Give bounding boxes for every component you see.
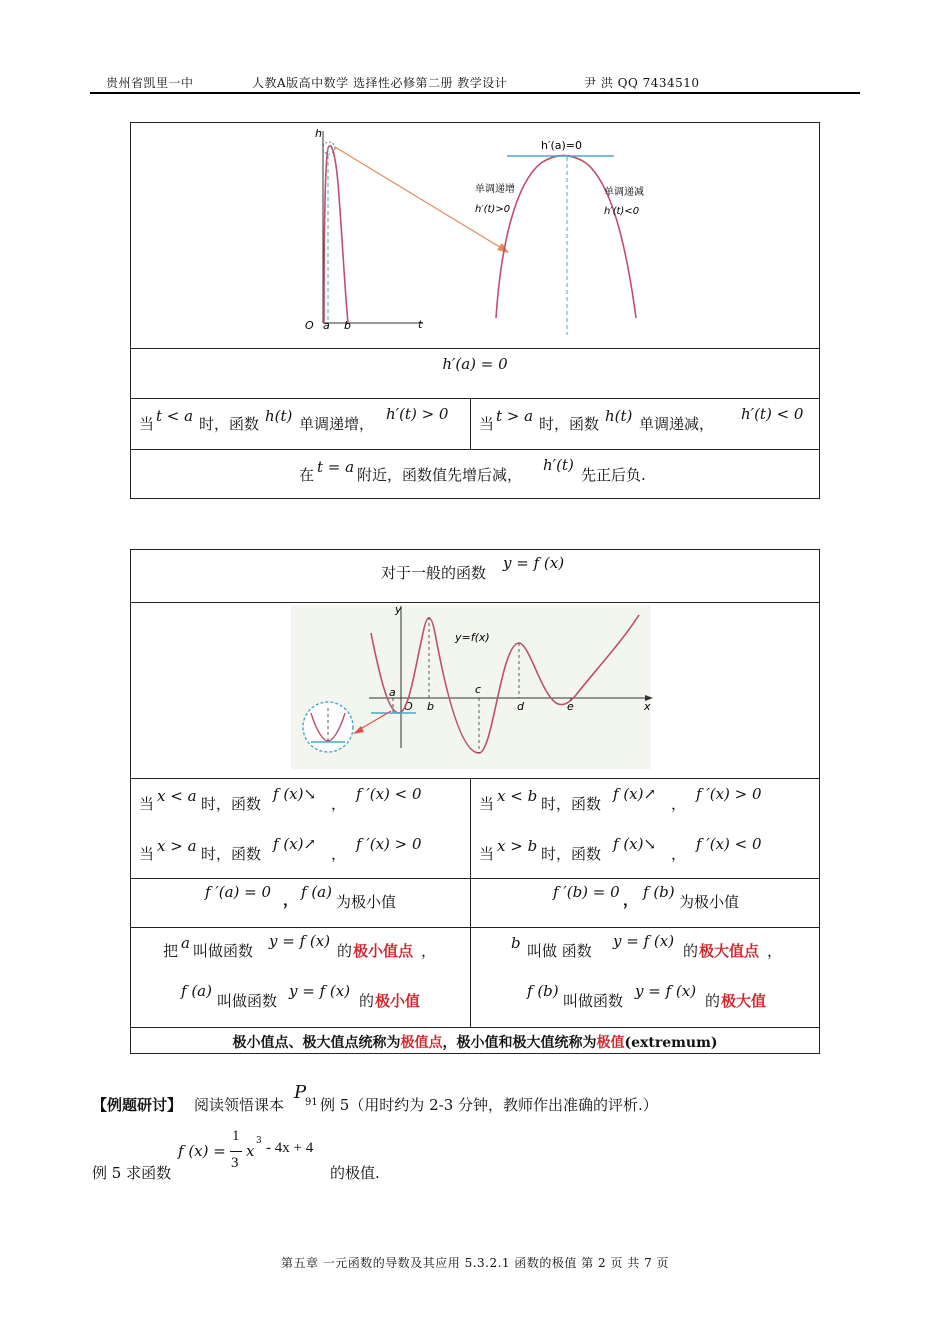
header-book: 人教A版高中数学 选择性必修第二册 教学设计 (252, 76, 508, 90)
pt-c: c (475, 683, 482, 696)
header-rule (90, 92, 860, 94)
zoom-circle (323, 142, 335, 154)
example-fn: f (x) = (178, 1142, 226, 1160)
general-function-title: 对于一般的函数 (381, 564, 487, 582)
frac-bar (230, 1151, 242, 1152)
tick-b-label: b (344, 319, 351, 332)
table2-def-right: b 叫做 函数 y = f (x) 的 极大值点 ， f (b) 叫做函数 y = f (x) 的 极大值 (470, 928, 819, 1027)
pt-b: b (427, 700, 434, 713)
page-footer: 第五章 一元函数的导数及其应用 5.3.2.1 函数的极值 第 2 页 共 7 页 (280, 1256, 670, 1270)
table2-monotonic-row (131, 778, 819, 878)
h-prime-a-zero: h′(a) = 0 (442, 355, 508, 373)
pt-e: e (567, 700, 574, 713)
table1-row-derivative-zero (131, 348, 819, 398)
table2-val-right: f ′(b) = 0 ， f (b) 为极小值 (470, 879, 819, 927)
pt-d: d (517, 700, 524, 713)
example-heading: 【例题研讨】 (92, 1096, 183, 1114)
table2-definition-row (131, 927, 819, 1027)
table1-row-monotonic (131, 398, 819, 449)
f-origin-label: O (404, 700, 413, 713)
table1-row2-right: 当 t > a 时，函数 h(t) 单调递减， h′(t) < 0 (470, 399, 819, 449)
table1-row2-left: 当 t < a 时，函数 h(t) 单调递增， h′(t) > 0 (139, 405, 449, 433)
right-label-1: 单调递减 (604, 187, 644, 198)
table1-row-summary: 在 t = a 附近，函数值先增后减， h′(t) 先正后负. (131, 449, 819, 499)
y-axis-label: y (395, 603, 402, 616)
pt-a: a (389, 686, 396, 699)
table2-summary-row (131, 1027, 819, 1054)
table2-mono-left: 当 x < a 时，函数 f (x)↘ ， f ′(x) < 0 当 x > a 时，函数 f (x)↗ ， f ′(x) > 0 (139, 785, 422, 863)
general-function-fn: y = f (x) (503, 554, 565, 572)
example-problem-lead: 例 5 求函数 (92, 1164, 172, 1182)
x-axis-label: x (644, 700, 651, 713)
table2-val-left: f ′(a) = 0 ， f (a) 为极小值 (205, 883, 397, 911)
top-label: h′(a)=0 (541, 139, 583, 152)
left-label-2: h′(t)>0 (475, 204, 511, 215)
t-axis-label: t (418, 318, 423, 331)
table2-value-row (131, 878, 819, 927)
tick-a-label: a (323, 319, 330, 332)
table-general-function (130, 549, 820, 1054)
big-curve (496, 156, 636, 319)
extremum-summary: 极小值点、极大值点统称为极值点，极小值和极大值统称为极值(extremum) (232, 1035, 718, 1051)
table-h-function (130, 122, 820, 499)
curve-label: y=f(x) (455, 631, 490, 644)
h-graph (131, 123, 819, 348)
page-header (90, 72, 860, 94)
left-label-1: 单调递增 (475, 184, 515, 195)
right-label-2: h′(t)<0 (604, 206, 640, 217)
table2-title-row (131, 550, 819, 602)
table2-mono-right: 当 x < b 时，函数 f (x)↗ ， f ′(x) > 0 当 x > b 时，函数 f (x)↘ ， f ′(x) < 0 (470, 779, 819, 878)
table2-def-left: 把 a 叫做函数 y = f (x) 的 极小值点 ， f (a) 叫做函数 y = f (x) 的 极小值 (163, 932, 437, 1010)
page-ref: P (294, 1082, 307, 1103)
table2-graph-row (131, 602, 819, 778)
h-axis-label: h (315, 127, 322, 140)
header-author: 尹 洪 QQ 7434510 (584, 76, 700, 90)
header-school: 贵州省凯里一中 (106, 76, 194, 90)
h-graph-cell (131, 123, 819, 348)
f-graph (131, 603, 819, 777)
origin-label: O (305, 319, 314, 332)
